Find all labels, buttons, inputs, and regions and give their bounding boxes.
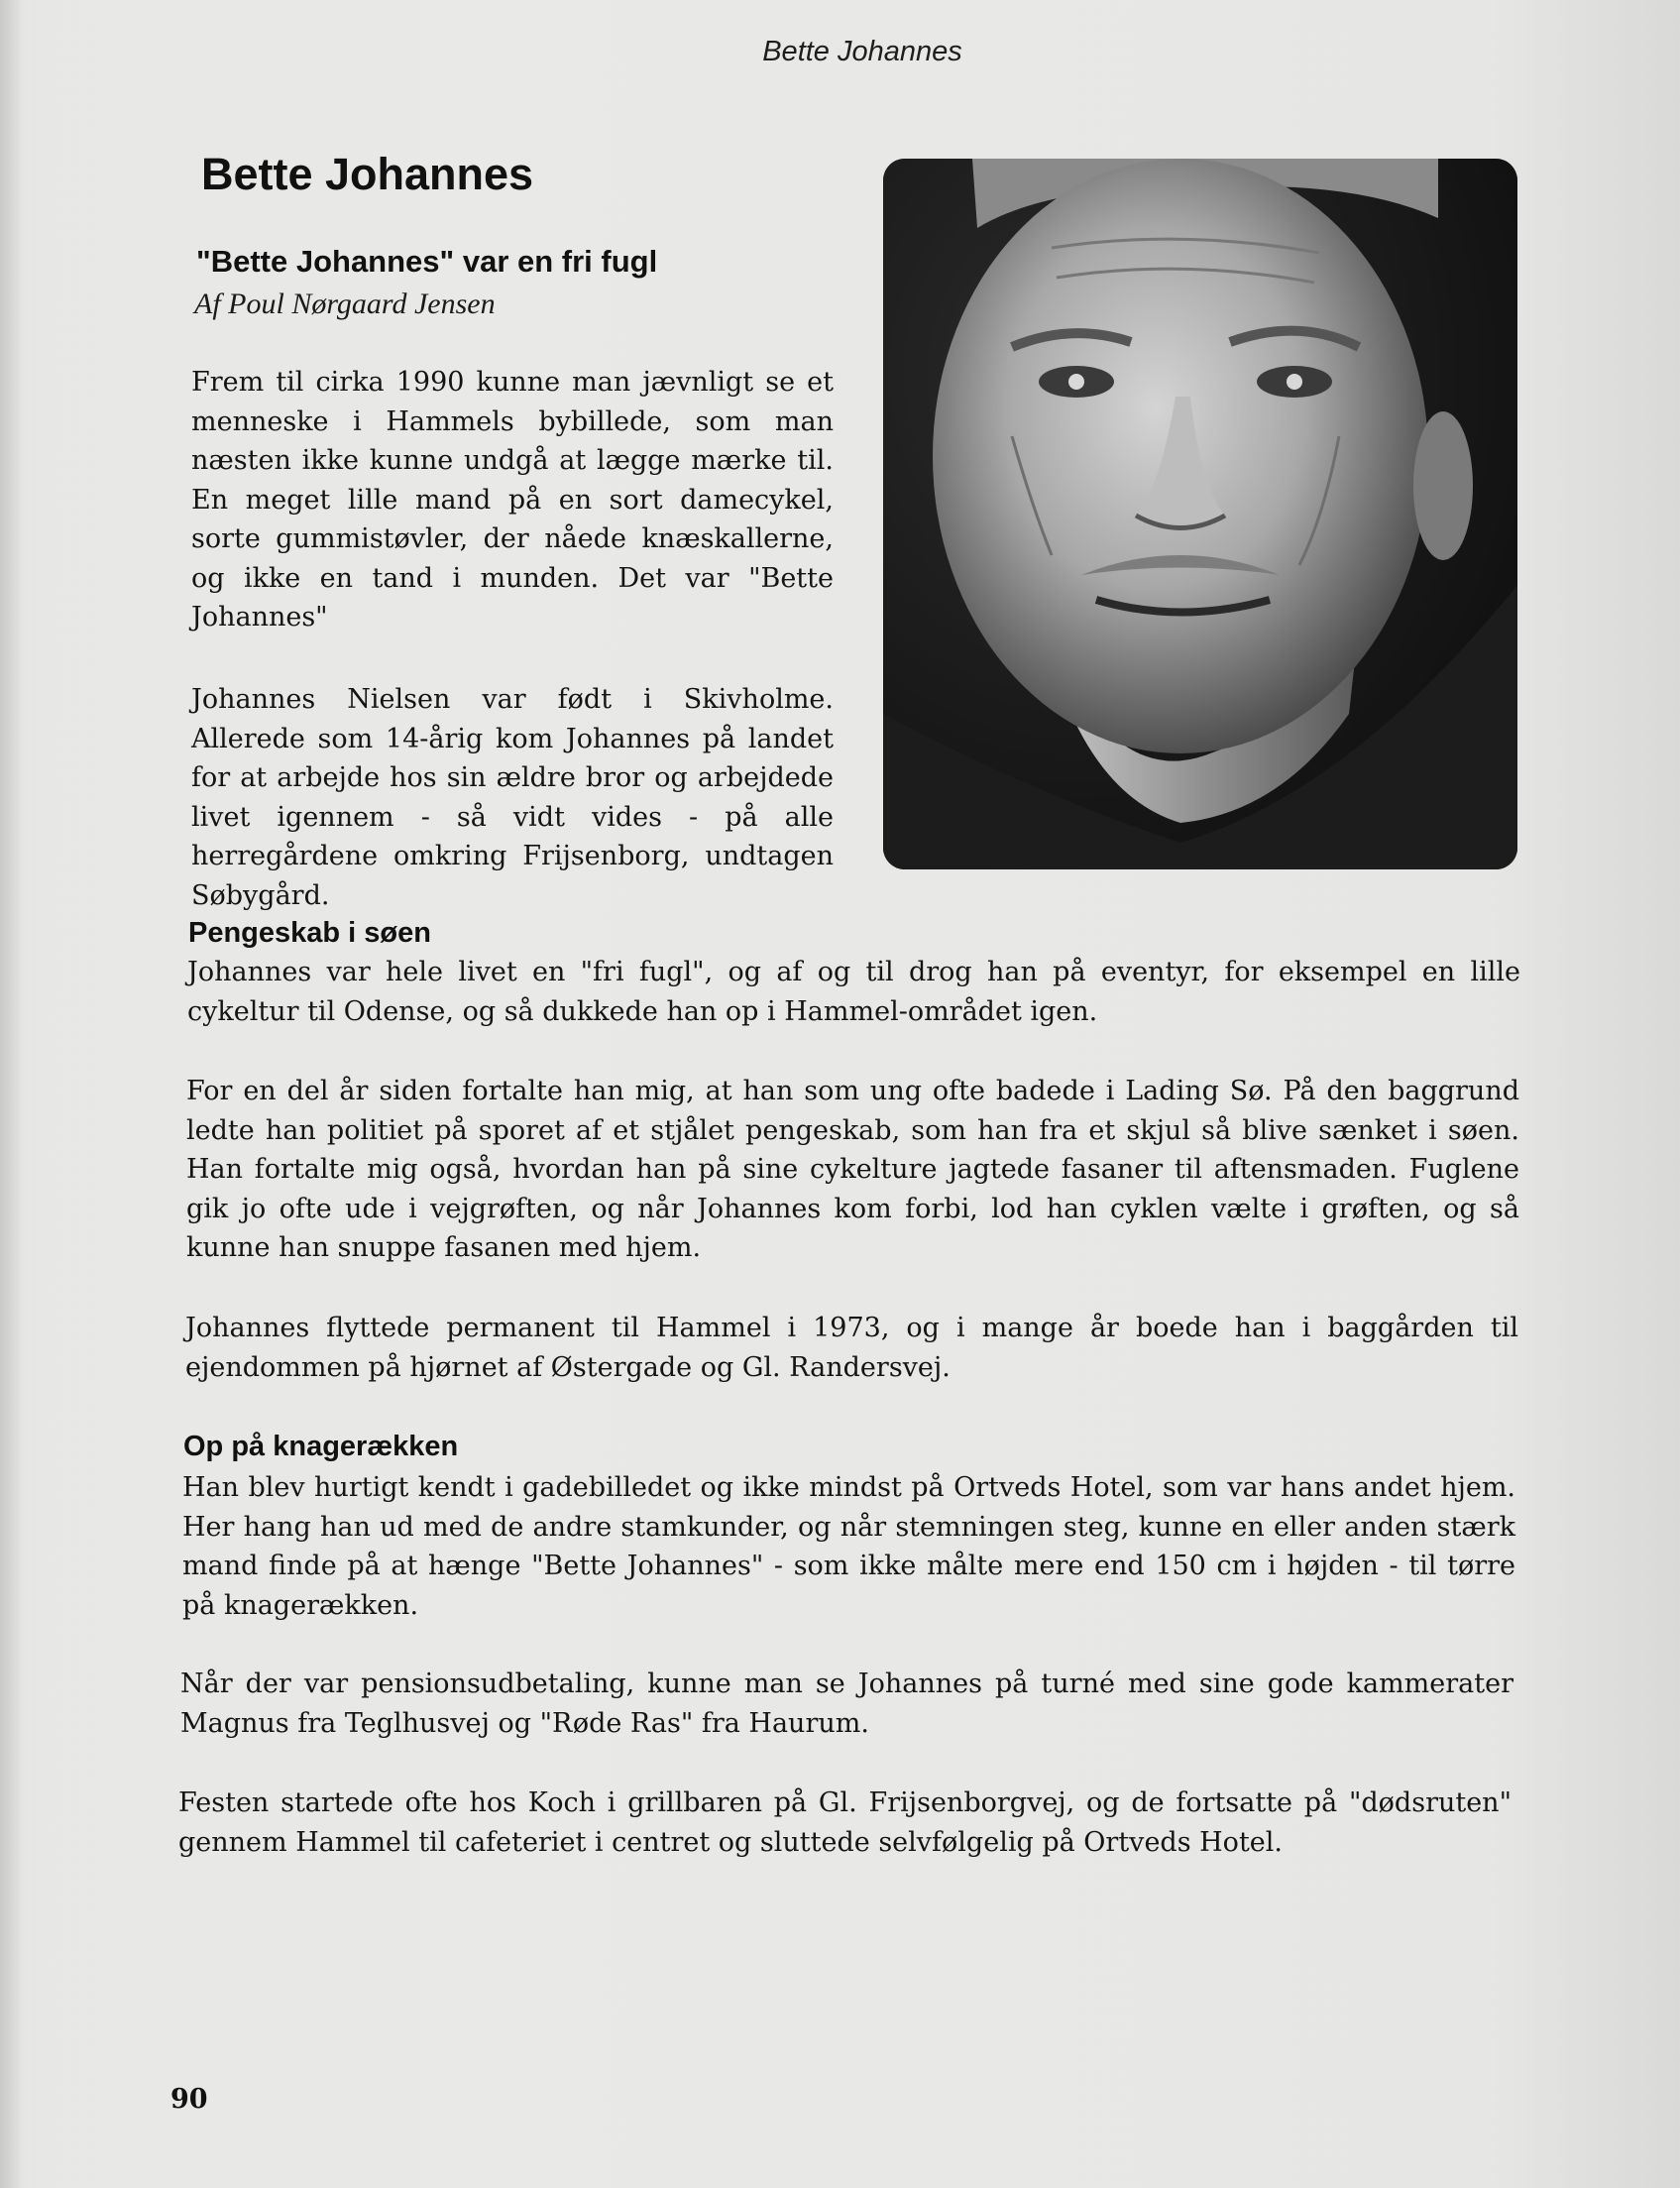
section-1-paragraph-1: Johannes var hele livet en "fri fugl", og af og til drog han på eventyr, for eksempel en lille cykeltur til Odense, og så dukkede han op i Hammel-området igen. xyxy=(187,957,1520,1027)
section-1-paragraph-2: For en del år siden fortalte han mig, at han som ung ofte badede i Lading Sø. På den baggrund ledte han politiet på sporet af et stjålet pengeskab, som han fra et skjul så blive sænket i søen. Han fortalte mig også, hvordan han på sine cykelture jagtede fasaner til aftensmaden. Fuglene gik jo ofte ude i vejgrøften, og når Johannes kom forbi, lod han cyklen vælte i grøften, og så kunne han snuppe fasanen med hjem. xyxy=(186,1076,1519,1263)
article-byline: Af Poul Nørgaard Jensen xyxy=(194,288,496,320)
section-1-paragraph-3: Johannes flyttede permanent til Hammel i 1973, og i mange år boede han i baggården til ejendommen på hjørnet af Østergade og Gl. Randersvej. xyxy=(185,1313,1518,1383)
section-2-paragraph-3: Festen startede ofte hos Koch i grillbaren på Gl. Frijsenborgvej, og de fortsatte på "dødsruten" gennem Hammel til cafeteriet i centret og sluttede selvfølgelig på Ortveds Hotel. xyxy=(178,1787,1512,1858)
page-spine-shadow xyxy=(0,0,22,2188)
running-head: Bette Johannes xyxy=(762,36,962,67)
section-2-paragraph-2: Når der var pensionsudbetaling, kunne man se Johannes på turné med sine gode kammerater Magnus fra Teglhusvej og "Røde Ras" fra Haurum. xyxy=(180,1669,1513,1739)
subheading-pengeskab: Pengeskab i søen xyxy=(188,917,431,949)
intro-paragraph-2: Johannes Nielsen var født i Skivholme. Allerede som 14-årig kom Johannes på landet for at arbejde hos sin ældre bror og arbejdede livet igennem - så vidt vides - på alle herregårdene omkring Frijsenborg, undtagen Søbygård. xyxy=(191,684,834,911)
portrait-illustration xyxy=(883,159,1517,869)
page-title: Bette Johannes xyxy=(201,149,534,199)
portrait-photo xyxy=(883,159,1517,869)
article-headline: "Bette Johannes" var en fri fugl xyxy=(196,244,658,279)
subheading-knageraekken: Op på knagerækken xyxy=(183,1431,459,1462)
section-2-paragraph-1: Han blev hurtigt kendt i gadebilledet og ikke mindst på Ortveds Hotel, som var hans andet hjem. Her hang han ud med de andre stamkunder, og når stemningen steg, kunne en eller anden stærk mand finde på at hænge "Bette Johannes" - som ikke målte mere end 150 cm i højden - til tørre på knagerækken. xyxy=(182,1472,1515,1621)
intro-paragraph-1: Frem til cirka 1990 kunne man jævnligt se et menneske i Hammels bybillede, som man næsten ikke kunne undgå at lægge mærke til. En meget lille mand på en sort damecykel, sorte gummistøvler, der nåede knæskallerne, og ikke en tand i munden. Det var "Bette Johannes" xyxy=(191,367,834,633)
page-number: 90 xyxy=(170,2084,208,2115)
